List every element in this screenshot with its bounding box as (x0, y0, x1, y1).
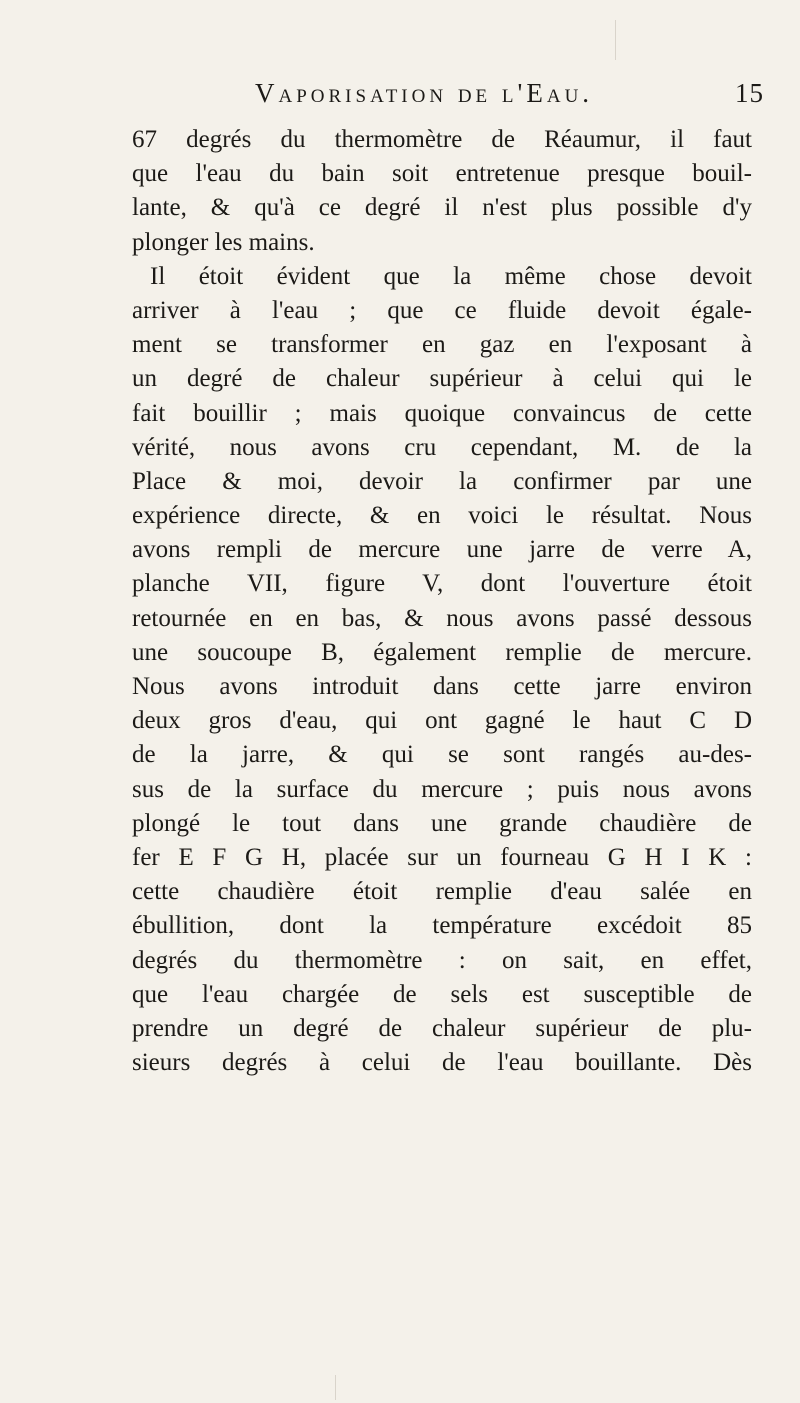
text-line: expérience directe, & en voici le résultat. Nous (132, 502, 752, 530)
text-line: fait bouillir ; mais quoique convaincus de cette (132, 399, 752, 427)
text-line: que l'eau chargée de sels est susceptible de (132, 980, 752, 1008)
text-line: ébullition, dont la température excédoit 85 (132, 912, 752, 940)
body-text (132, 123, 752, 1080)
text-line: 67 degrés du thermomètre de Réaumur, il faut (132, 126, 752, 153)
page-number: 15 (735, 78, 764, 108)
running-head-title: Vaporisation de l'Eau. (255, 78, 594, 108)
text-line: cette chaudière étoit remplie d'eau salée en (132, 878, 752, 906)
text-line: prendre un degré de chaleur supérieur de plu- (132, 1014, 752, 1042)
text-line: que l'eau du bain soit entretenue presque bouil- (132, 160, 752, 188)
bleed-through-mark (335, 1375, 336, 1400)
text-line: plonger les mains. (132, 228, 315, 256)
text-line: sus de la surface du mercure ; puis nous avons (132, 775, 752, 803)
text-line: deux gros d'eau, qui ont gagné le haut C D (132, 707, 752, 735)
text-line: lante, & qu'à ce degré il n'est plus possible d'y (132, 194, 752, 222)
text-line: vérité, nous avons cru cependant, M. de la (132, 433, 752, 461)
text-line: degrés du thermomètre : on sait, en effet, (132, 946, 752, 974)
text-line: planche VII, figure V, dont l'ouverture étoit (132, 570, 752, 598)
text-line: Nous avons introduit dans cette jarre environ (132, 673, 752, 700)
text-line: sieurs degrés à celui de l'eau bouillante. Dès (132, 1049, 752, 1077)
text-line: arriver à l'eau ; que ce fluide devoit égale- (132, 296, 752, 324)
text-line: avons rempli de mercure une jarre de verre A, (132, 536, 752, 564)
text-line: plongé le tout dans une grande chaudière de (132, 809, 752, 837)
text-line: un degré de chaleur supérieur à celui qui le (132, 365, 752, 393)
text-line: Place & moi, devoir la confirmer par une (132, 467, 752, 495)
text-line: une soucoupe B, également remplie de mercure. (132, 638, 752, 666)
text-line: Il étoit évident que la même chose devoit (150, 262, 752, 290)
text-line: ment se transformer en gaz en l'exposant à (132, 331, 752, 359)
bleed-through-mark (615, 20, 616, 60)
text-line: de la jarre, & qui se sont rangés au-des- (132, 741, 752, 769)
running-head (255, 78, 775, 118)
text-line: retournée en en bas, & nous avons passé dessous (132, 604, 752, 632)
text-line: fer E F G H, placée sur un fourneau G H I K : (132, 843, 752, 871)
